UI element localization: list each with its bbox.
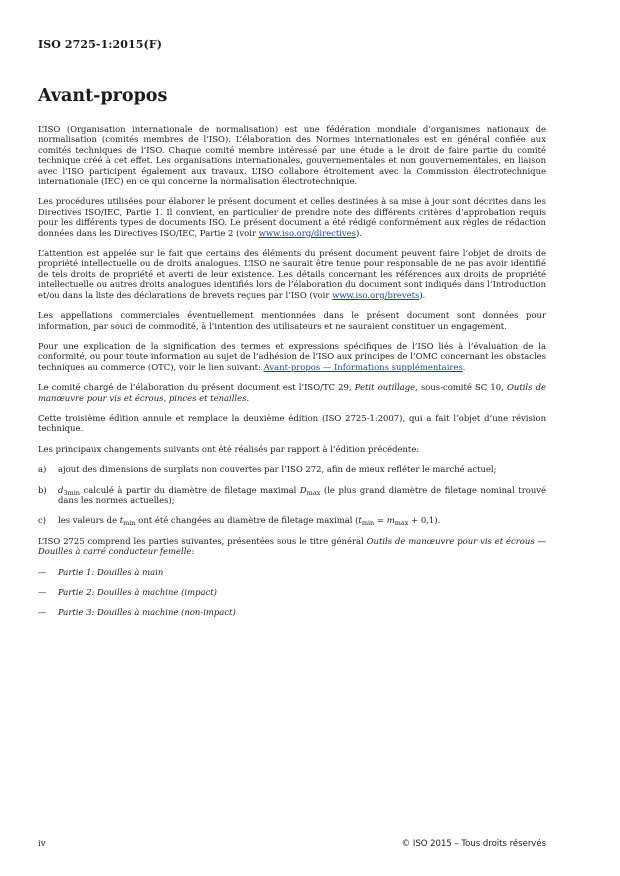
paragraph-iso-intro: L’ISO (Organisation internationale de normalisation) est une fédération mondiale d’organismes nationaux de normalisation (comités membres de l’ISO). L’élaboration des Normes internationales est en général confiée aux comités techniques de l’ISO. Chaque comité membre intéressé par une étude a le droit de faire partie du comité technique créé à cet effet. Les organisations internationales, gouvernementales et non gouvernementales, en liaison avec l’ISO participent également aux travaux. L’ISO collabore étroitement avec la Commission électrotechnique internationale (IEC) en ce qui concerne la normalisation électrotechnique. <box>38 124 546 187</box>
paragraph-trade-names: Les appellations commerciales éventuellement mentionnées dans le présent document sont données pour information, par souci de commodité, à l’intention des utilisateurs et ne sauraient constituer un engagement. <box>38 310 546 331</box>
copyright-notice: © ISO 2015 – Tous droits réservés <box>401 839 546 849</box>
paragraph-edition: Cette troisième édition annule et remplace la deuxième édition (ISO 2725-1:2007), qui a fait l’objet d’une révision technique. <box>38 412 546 434</box>
paragraph-committee: Le comité chargé de l’élaboration du présent document est l’ISO/TC 29, Petit outillage, sous-comité SC 10, Outils de manœuvre pour vis et écrous, pinces et tenailles. <box>38 382 546 403</box>
list-item: c) les valeurs de $t_{min}$ ont été changées au diamètre de filetage maximal $(t_{min} = m_{max} + 0,1)$. <box>38 515 441 528</box>
paragraph-changes-intro: Les principaux changements suivants ont été réalisés par rapport à l’édition précédente: <box>38 443 420 454</box>
list-item: — Partie 1: Douilles à main <box>38 566 164 577</box>
paragraph-procedures: Les procédures utilisées pour élaborer le présent document et celles destinées à sa mise à jour sont décrites dans les Directives ISO/IEC, Partie 1. Il convient, en particulier de prendre note des différents critères d’approbation requis pour les différents types de documents ISO. Le présent document a été rédigé conformément aux règles de rédaction données dans les Directives ISO/IEC, Partie 2 (voir www.iso.org/directives). <box>38 196 546 238</box>
paragraph-parts-intro: L’ISO 2725 comprend les parties suivantes, présentées sous le titre général Outils de manœuvre pour vis et écrous — Douilles à carré conducteur femelle: <box>38 535 546 557</box>
supplementary-info-link[interactable]: Avant-propos — Informations supplémentaires <box>263 361 463 372</box>
paragraph-conformity: Pour une explication de la signification des termes et expressions spécifiques de l’ISO liés à l’évaluation de la conformité, ou pour toute information au sujet de l’adhésion de l’ISO aux principes de l’OMC concernant les obstacles techniques au commerce (OTC), voir le lien suivant: Avant-propos — Informations supplémentaires. <box>38 340 546 372</box>
patents-link[interactable]: www.iso.org/brevets <box>332 289 420 300</box>
page-number: iv <box>38 839 46 849</box>
directives-link[interactable]: www.iso.org/directives <box>258 227 357 238</box>
list-item: a) ajout des dimensions de surplats non couvertes par l’ISO 272, afin de mieux refléter le marché actuel; <box>38 464 497 475</box>
list-item: — Partie 3: Douilles à machine (non-impact) <box>38 607 236 618</box>
document-id-header: ISO 2725-1:2015(F) <box>38 38 163 51</box>
list-item: b) $d_{3min}$ calculé à partir du diamètre de filetage maximal $D_{max}$ (le plus grand diamètre de filetage nominal trouvé dans les normes actuelles); <box>38 484 547 505</box>
list-item: — Partie 2: Douilles à machine (impact) <box>38 587 217 597</box>
paragraph-patents: L’attention est appelée sur le fait que certains des éléments du présent document peuvent faire l’objet de droits de propriété intellectuelle ou de droits analogues. L’ISO ne saurait être tenue pour responsable de ne pas avoir identifié de tels droits de propriété et averti de leur existence. Les détails concernant les références aux droits de propriété intellectuelle ou autres droits analogues identifiés lors de l’élaboration du document sont indiqués dans l’Introduction et/ou dans la liste des déclarations de brevets reçues par l’ISO (voir www.iso.org/brevets). <box>38 248 546 300</box>
page-title: Avant-propos <box>38 86 168 106</box>
foreword-body <box>38 124 546 628</box>
